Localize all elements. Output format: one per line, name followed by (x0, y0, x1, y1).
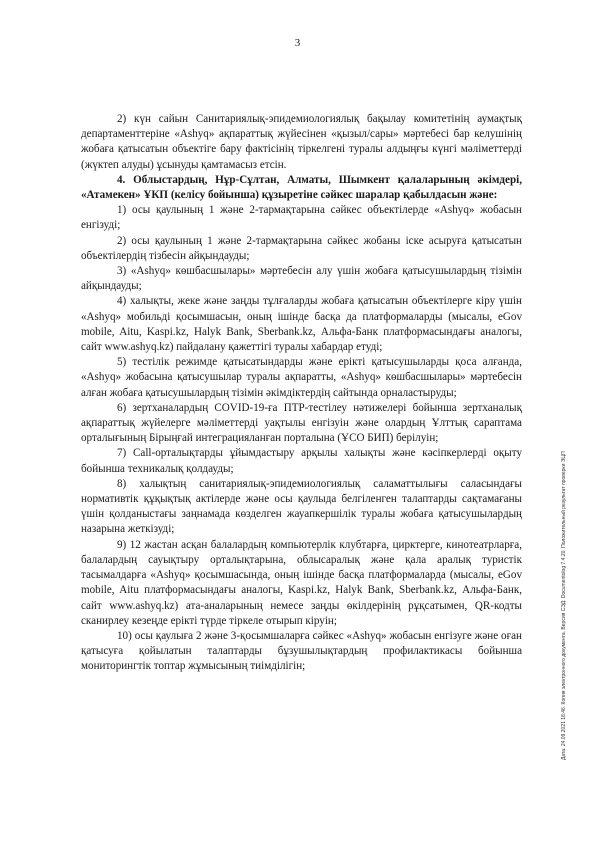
list-item-paragraph: 2) күн сайын Санитариялық-эпидемиологиялық бақылау комитетінің аумақтық департаменттеріне «Ashyq» ақпараттық жүйесінен «қызыл/сары» мәртебесі бар келушінің жобаға қатысатын объектіге бару фактісінің тіркелгені туралы алдыңғы күнгі мәліметтерді (жүктеп алуды) ұсынуды қамтамасыз етсін. (81, 113, 522, 171)
list-item-paragraph: 5) тестілік режимде қатысатындарды және ерікті қатысушыларды қоса алғанда, «Ashyq» жобасына қатысушылар туралы ақпаратты, «Ashyq» көшбасшылары» мәртебесін алған жобаға қатысушылардың тізімін әкімдіктердің сайтында орналастыруды; (81, 356, 522, 399)
list-item-paragraph: 10) осы қаулыға 2 және 3-қосымшаларға сәйкес «Ashyq» жобасын енгізуге және оған қатысуға қойылатын талаптарды бұзушылықтардың профилактикасы бойынша мониторингтік топтар жұмысының тиімділігін; (81, 629, 522, 673)
list-item-paragraph: 4) халықты, жеке және заңды тұлғаларды жобаға қатысатын объектілерге кіру үшін «Ashyq» мобильді қосымшасын, оның ішінде басқа да платформаларды (мысалы, eGov mobile, Aitu, Kaspi.kz, Halyk Bank, Sberbank.kz, Альфа-Банк платформасындағы аналогы, сайт www.ashyq.kz) пайдалану қажеттігі туралы хабардар етуді; (81, 295, 522, 354)
list-item-paragraph: 1) осы қаулының 1 және 2-тармақтарына сәйкес объектілерде «Ashyq» жобасын енгізуді; (81, 204, 522, 232)
document-body (81, 112, 522, 675)
page-number: 3 (294, 37, 301, 49)
section-heading-paragraph: 4. Облыстардың, Нұр-Сұлтан, Алматы, Шымкент қалаларының әкімдері, «Атамекен» ҰКП (келісу бойынша) құзыретіне сәйкес шаралар қабылдасын және: (81, 173, 522, 202)
list-item-paragraph: 9) 12 жастан асқан балалардың компьютерлік клубтарға, циркт​ерге, кинотеатрларға, балалардың сауықтыру орталықтарына, облысаралық және қала аралық туристік тасымалдарға «Ashyq» қосымшасында, оның ішінде басқа платформаларда (мысалы, eGov mobile, Aitu платформасындағы аналогы, Kaspi.kz, Halyk Bank, Sberbank.kz, Альфа-Банк, сайт www.ashyq.kz) ата-аналарының немесе заңды өкілдерінің рұқсатымен, QR-кодты сканирлеу кезеңде ерікті түрде тіркеле отырып кіруін; (81, 538, 522, 627)
list-item-paragraph: 7) Call-орталықтарды ұйымдастыру арқылы халықты және кәсіпкерлерді оқыту бойынша техникалық қолдауды; (81, 447, 522, 475)
document-verification-stamp: Дата: 24.09.2021 18:46. Копия электронного документа. Версия СЭД: Documentolog 7.4.20. Положительный результат проверки ЭЦП (561, 451, 567, 760)
list-item-paragraph: 3) «Ashyq» көшбасшылары» мәртебесін алу үшін жобаға қатысушылардың тізімін айқындауды; (81, 265, 522, 293)
list-item-paragraph: 2) осы қаулының 1 және 2-тармақтарына сәйкес жобаны іске асыруға қатысатын объектілердің тізбесін айқындауды; (81, 234, 522, 262)
list-item-paragraph: 6) зертханалардың COVID-19-ға ПТР-тестілеу нәтижелері бойынша зертханалық ақпараттық жүйелерге мәліметтерді уақтылы енгізуін және олардың Ұлттық сараптама орталығының Бірыңғай интеграцияланған порталына (ҰСО БИП) берілуін; (81, 401, 522, 445)
list-item-paragraph: 8) халықтың санитариялық-эпидемиологиялық саламаттылығы саласындағы нормативтік құқықтық актілерде және осы қаулыда белгіленген талаптарды сақтамағаны үшін қолданыстағы заңнамада көзделген жауапкершілік туралы жобаға қатысушылардың назарына жеткізуді; (81, 477, 522, 536)
